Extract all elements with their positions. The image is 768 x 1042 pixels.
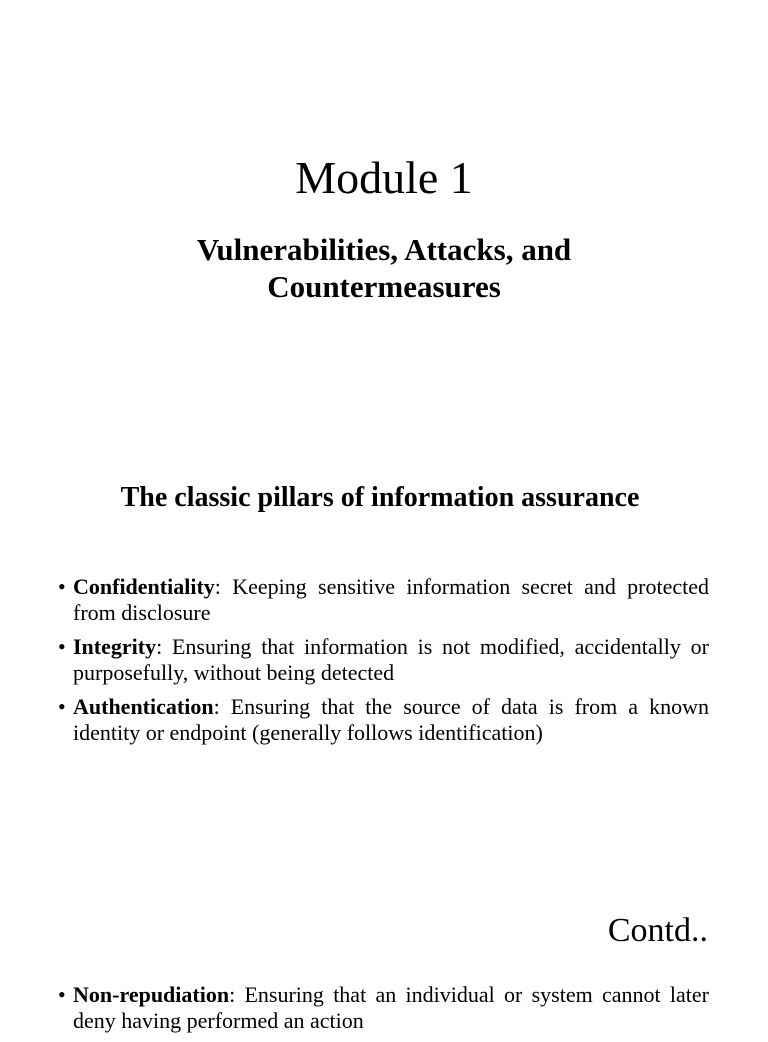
bullet-item — [58, 982, 709, 1034]
bullet-term: Authentication — [73, 694, 214, 719]
bullet-item — [58, 694, 709, 746]
module-subtitle: Vulnerabilities, Attacks, and Countermeasures — [196, 232, 572, 304]
module-title: Module 1 — [295, 152, 473, 203]
bullet-dot: • — [58, 982, 66, 1007]
bullet-dot: • — [58, 574, 66, 599]
bullet-term: Non-repudiation — [73, 982, 230, 1007]
bullet-text: : Ensuring that an individual or system cannot later deny having performed an action — [73, 982, 709, 1033]
slide-module-title — [0, 0, 768, 340]
bullet-dot: • — [58, 634, 66, 659]
bullet-text: : Ensuring that information is not modified, accidentally or purposefully, without being detected — [73, 634, 709, 685]
bullet-term: Integrity — [73, 634, 157, 659]
bullet-text: : Ensuring that the source of data is from a known identity or endpoint (generally follows identification) — [73, 694, 709, 745]
bullet-term: Confidentiality — [73, 574, 215, 599]
bullet-text: : Keeping sensitive information secret and protected from disclosure — [73, 574, 709, 625]
slide-title: Contd.. — [607, 912, 708, 949]
bullet-item — [58, 634, 709, 686]
bullet-list — [58, 574, 709, 754]
slide-pillars — [0, 460, 768, 780]
bullet-dot: • — [58, 694, 66, 719]
bullet-item — [58, 574, 709, 626]
slide-contd — [0, 900, 768, 1033]
bullet-list — [58, 982, 709, 1042]
slide-title: The classic pillars of information assurance — [120, 482, 640, 513]
